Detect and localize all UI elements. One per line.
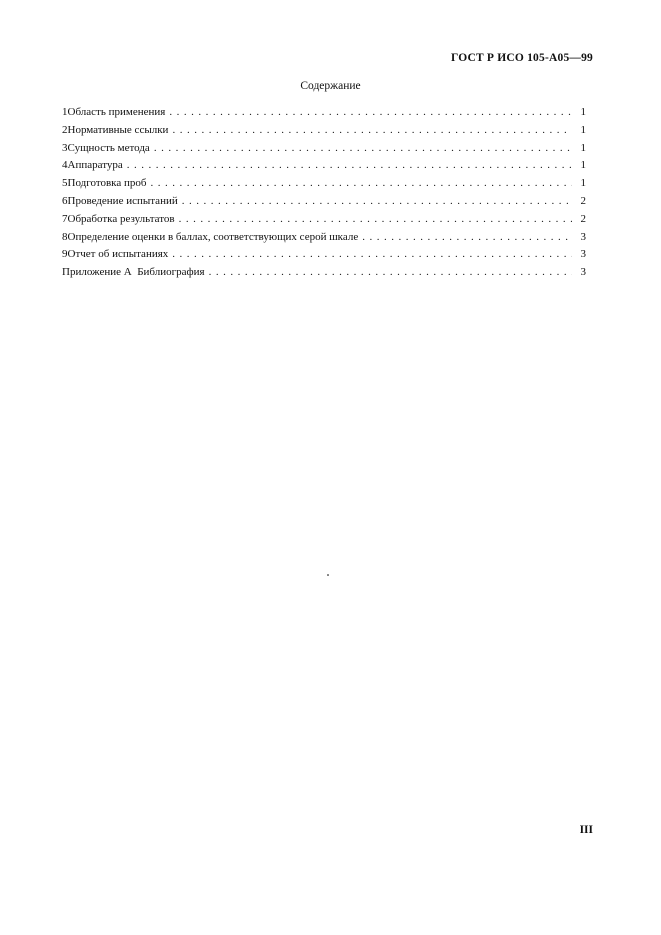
toc-entry-page: 3 [580,230,586,243]
toc-entry-page: 2 [580,194,586,207]
toc-entry-title: Нормативные ссылки [67,123,169,136]
toc-entry-number: 2 [62,123,68,136]
toc-entry-test-report[interactable] [62,246,586,264]
toc-entry-principle[interactable] [62,140,586,158]
toc-dot-leader [172,122,572,140]
toc-entry-number: 1 [62,106,68,118]
toc-entry-results[interactable] [62,211,586,229]
toc-entry-title: Подготовка проб [67,177,147,190]
toc-entry-number: 9 [62,248,68,261]
toc-entry-number: 3 [62,141,68,154]
toc-entry-number: 5 [62,177,68,190]
toc-dot-leader [182,193,572,211]
page-number: III [579,824,593,836]
toc-dot-leader [150,175,572,193]
toc-entry-title: Приложение А Библиография [62,266,205,279]
toc-dot-leader [127,157,572,175]
toc-entry-page: 1 [580,106,586,118]
toc-entry-number: 4 [62,159,68,172]
toc-entry-procedure[interactable] [62,193,586,211]
toc-entry-number: 7 [62,212,68,225]
toc-entry-apparatus[interactable] [62,157,586,175]
toc-entry-page: 3 [580,248,586,261]
toc-entry-page: 3 [580,266,586,279]
toc-entry-title: Сущность метода [67,141,150,154]
toc-entry-title: Определение оценки в баллах, соответствующих серой шкале [67,230,359,243]
toc-entry-title: Область применения [67,106,166,118]
toc-entry-page: 1 [580,123,586,136]
toc-dot-leader [154,140,572,158]
toc-entry-title: Обработка результатов [67,212,175,225]
toc-entry-page: 1 [580,177,586,190]
toc-dot-leader [362,229,572,247]
toc-entry-normative-references[interactable] [62,122,586,140]
toc-entry-appendix-bibliography[interactable] [62,264,586,282]
toc-entry-title: Отчет об испытаниях [67,248,169,261]
scan-speck [327,574,329,576]
toc-entry-grey-scale-rating[interactable] [62,229,586,247]
toc-dot-leader [209,264,572,282]
toc-entry-sample-preparation[interactable] [62,175,586,193]
toc-title: Содержание [300,80,361,92]
toc-dot-leader [179,211,572,229]
toc-dot-leader [172,246,572,264]
toc-entry-page: 1 [580,141,586,154]
toc-entry-title: Проведение испытаний [67,194,178,207]
document-header-code: ГОСТ Р ИСО 105-А05—99 [450,52,593,64]
toc-entry-title: Аппаратура [67,159,123,172]
toc-entry-number: 6 [62,194,68,207]
table-of-contents [62,104,586,282]
toc-entry-page: 1 [580,159,586,172]
toc-entry-scope[interactable] [62,104,586,122]
toc-dot-leader [169,104,572,122]
toc-entry-page: 2 [580,212,586,225]
toc-entry-number: 8 [62,230,68,243]
